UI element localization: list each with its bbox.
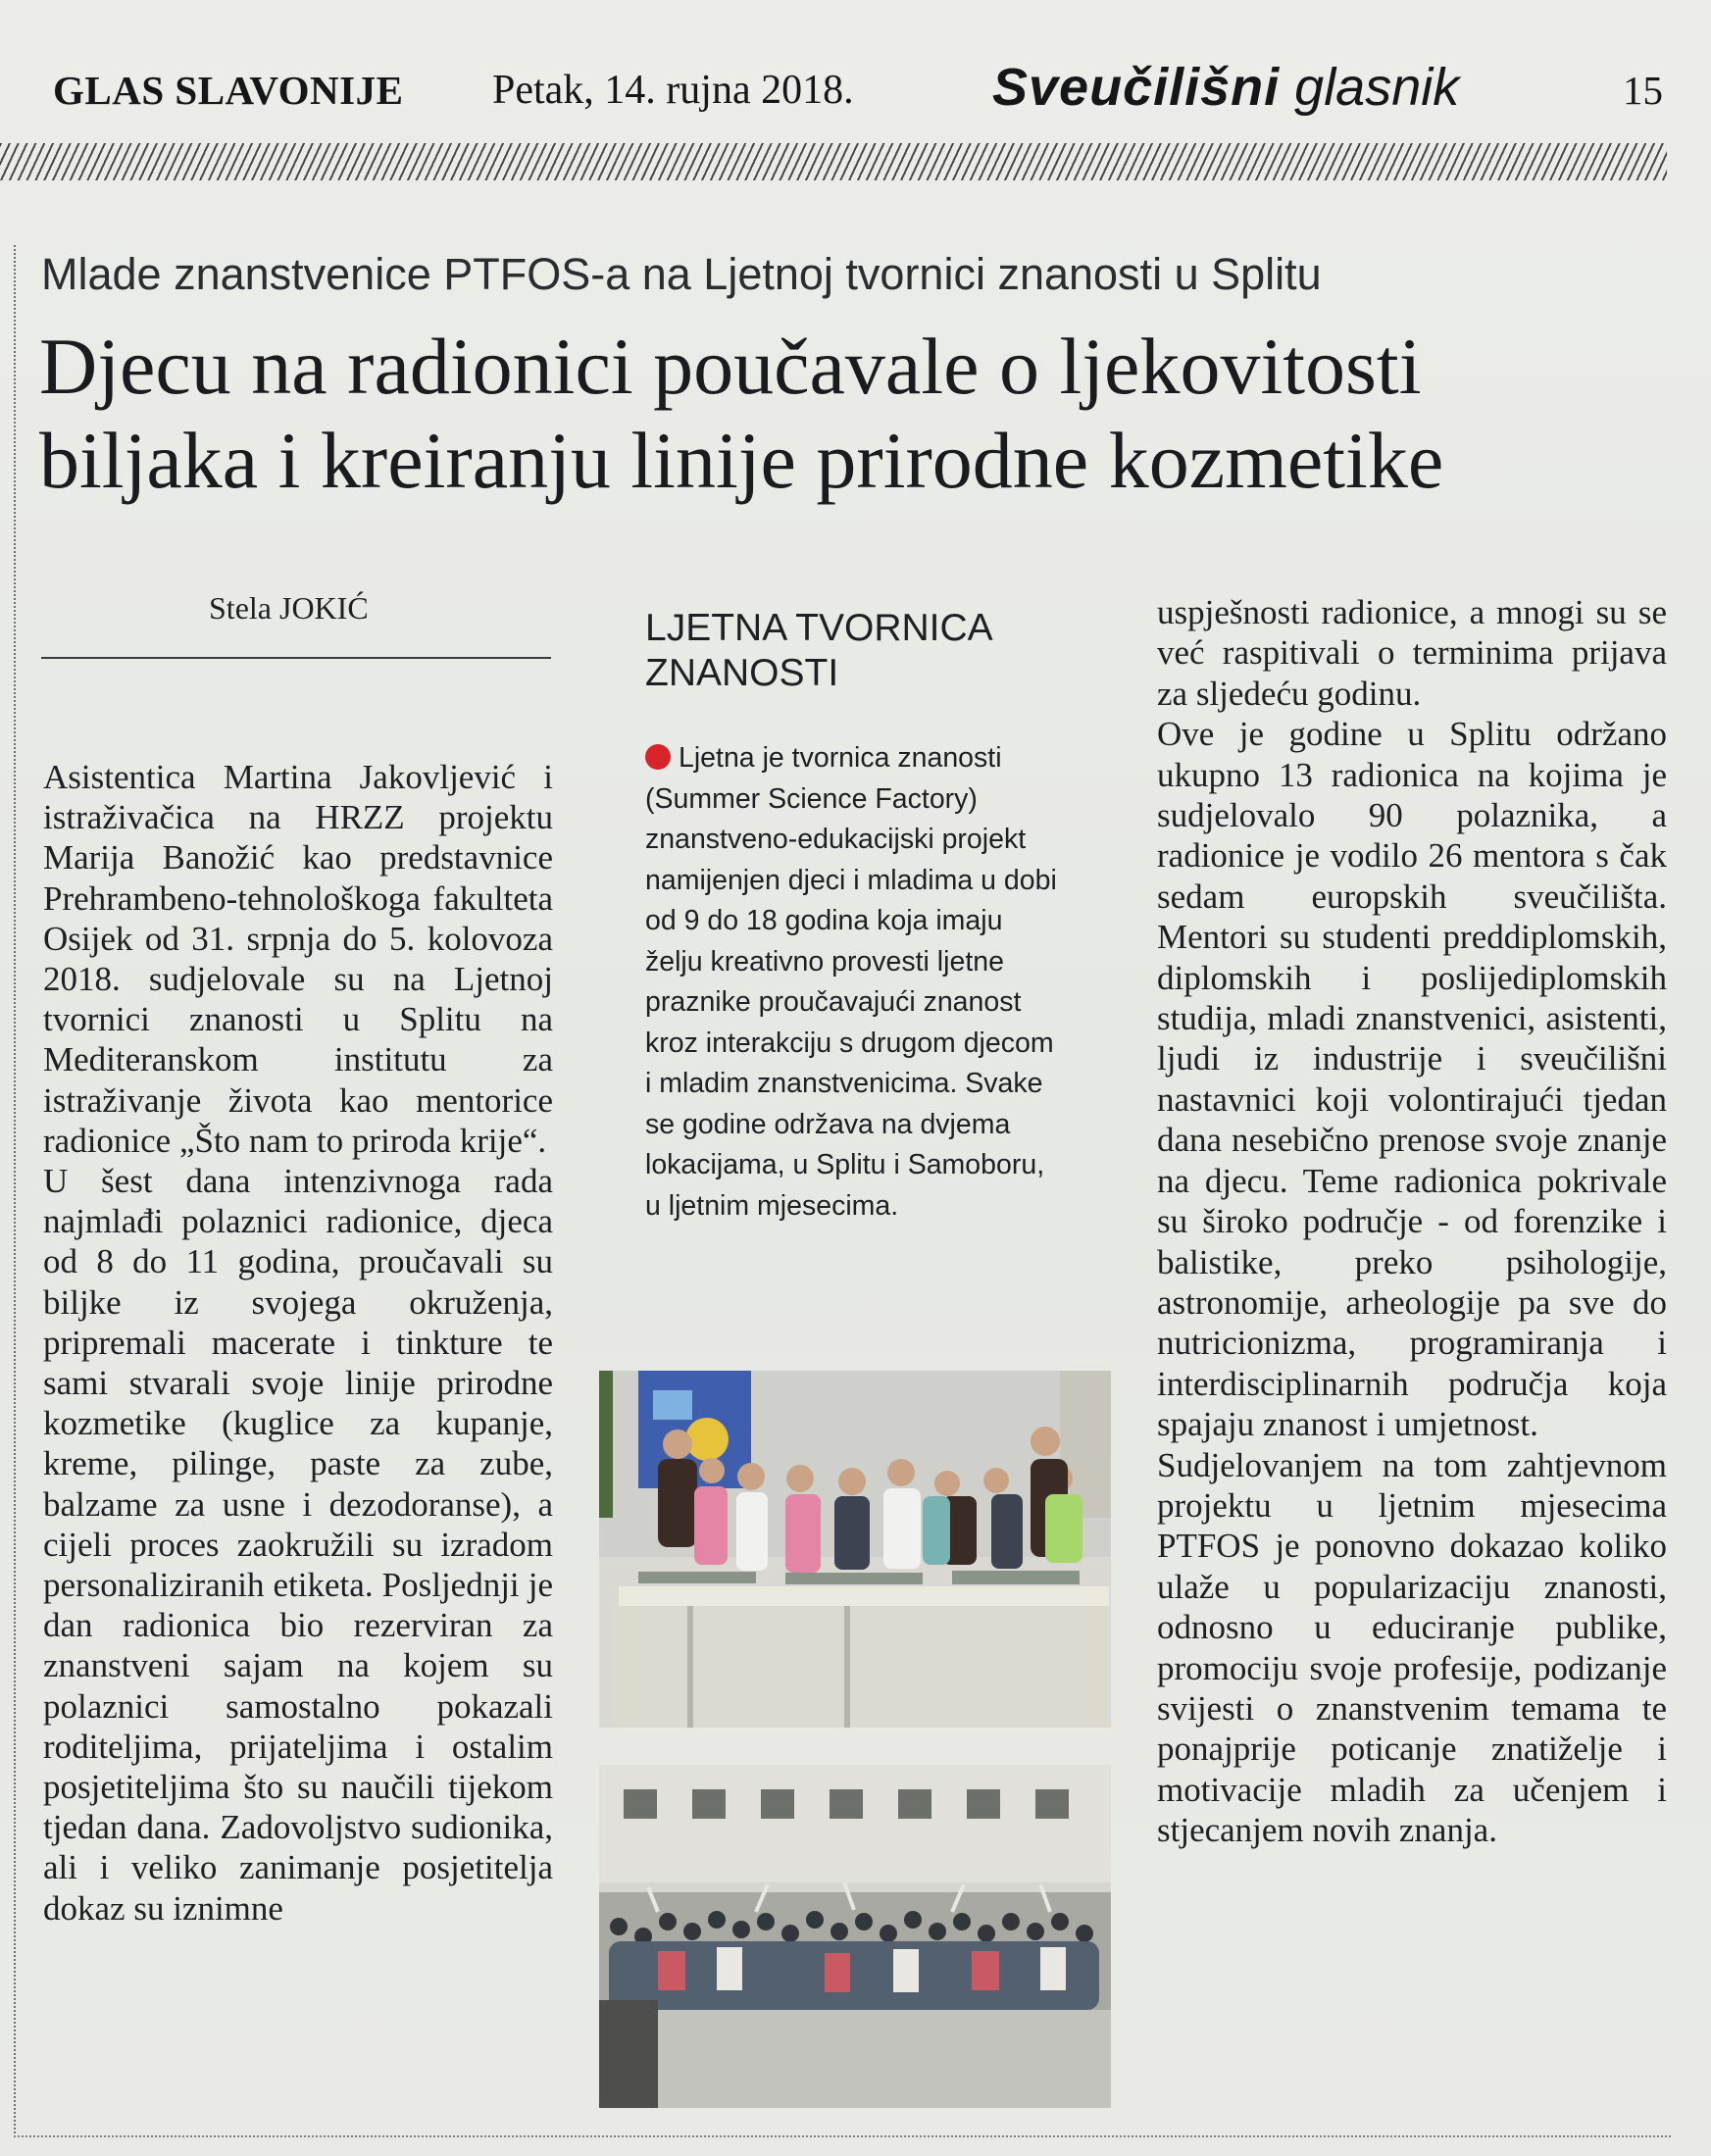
sidebar-text: Ljetna je tvornica znanosti (Summer Science Factory) znanstveno-edukacijski projekt namijenjen djeci i mladima u dobi od 9 do 18 godina koja imaju želju kreativno provesti ljetne praznike proučavajući znanost kroz interakciju s drugom djecom i mladim znanstvenicima. Svake se godine održava na dvjema lokacijama, u Splitu i Samoboru, u ljetnim mjesecima. bbox=[645, 742, 1057, 1222]
header-hatch-divider bbox=[0, 143, 1667, 180]
paragraph: U šest dana intenzivnoga rada najmlađi polaznici radionice, djeca od 8 do 11 godina, proučavali su biljke iz svojega okruženja, pripremali macerate i tinkture te sami stvarali svoje linije prirodne kozmetike (kuglice za kupanje, kreme, pilinge, paste za zube, balzame za usne i dezodoranse), a cijeli proces zaokružili su izradom personaliziranih etiketa. Posljednji je dan radionica bio rezerviran za znanstveni sajam na kojem su polaznici samostalno pokazali roditeljima, prijateljima i ostalim posjetiteljima što su naučili tijekom tjedan dana. Zadovoljstvo sudionika, ali i veliko zanimanje posjetitelja dokaz su iznimne bbox=[43, 1162, 553, 1928]
photo-workshop-group bbox=[599, 1371, 1111, 1728]
sidebar-box bbox=[645, 606, 1057, 1222]
bottom-dotted-rule bbox=[14, 2135, 1671, 2137]
headline-line: Djecu na radionici poučavale o ljekovitosti bbox=[39, 322, 1422, 411]
paper-name: GLAS SLAVONIJE bbox=[53, 68, 404, 113]
right-column bbox=[1157, 592, 1667, 1851]
sidebar-title-line: LJETNA TVORNICA bbox=[645, 607, 993, 649]
left-dotted-rule bbox=[14, 245, 16, 2137]
left-column bbox=[43, 757, 553, 1929]
article-kicker: Mlade znanstvenice PTFOS-a na Ljetnoj tvornici znanosti u Splitu bbox=[41, 249, 1322, 299]
section-name bbox=[992, 57, 1459, 118]
sidebar-title bbox=[645, 606, 1057, 696]
byline-rule bbox=[41, 657, 551, 659]
masthead bbox=[49, 57, 1677, 125]
article-headline bbox=[39, 320, 1686, 508]
red-bullet-icon bbox=[645, 744, 671, 770]
section-name-bold: Sveučilišni bbox=[992, 58, 1281, 117]
page-number: 15 bbox=[1623, 68, 1663, 113]
sidebar-text-block bbox=[645, 738, 1067, 1227]
paragraph: Asistentica Martina Jakovljević i istraživačica na HRZZ projektu Marija Banožić kao predstavnice Prehrambeno-tehnološkoga fakulteta Osijek od 31. srpnja do 5. kolovoza 2018. sudjelovale su na Ljetnoj tvornici znanosti u Splitu na Mediteranskom institutu za istraživanje života kao mentorice radionice „Što nam to priroda krije“. bbox=[43, 758, 553, 1160]
photo-science-fair-crowd bbox=[599, 1765, 1111, 2108]
section-name-light: glasnik bbox=[1294, 58, 1460, 117]
headline-line: biljaka i kreiranju linije prirodne kozmetike bbox=[39, 416, 1444, 505]
paragraph: uspješnosti radionice, a mnogi su se već raspitivali o terminima prijava za sljedeću godinu. bbox=[1157, 593, 1667, 713]
paragraph: Sudjelovanjem na tom zahtjevnom projektu u ljetnim mjesecima PTFOS je ponovno dokazao koliko ulaže u popularizaciju znanosti, odnosno u educiranje publike, promociju svoje profesije, podizanje svijesti o znanstvenim temama te ponajprije poticanje znatiželje i motivacije mladih za učenjem i stjecanjem novih znanja. bbox=[1157, 1445, 1667, 1850]
paragraph: Ove je godine u Splitu održano ukupno 13 radionica na kojima je sudjelovalo 90 polaznika, a radionice je vodilo 26 mentora s čak sedam europskih sveučilišta. Mentori su studenti preddiplomskih, diplomskih i poslijediplomskih studija, mladi znanstvenici, asistenti, ljudi iz industrije i sveučilišni nastavnici koji volontirajući tjedan dana nesebično prenose svoje znanje na djecu. Teme radionica pokrivale su široko područje - od forenzike i balistike, preko psihologije, astronomije, arheologije pa sve do nutricionizma, programiranja i interdisciplinarnih područja koja spajaju znanost i umjetnost. bbox=[1157, 715, 1667, 1444]
issue-date: Petak, 14. rujna 2018. bbox=[492, 68, 854, 113]
sidebar-title-line: ZNANOSTI bbox=[645, 652, 839, 694]
byline: Stela JOKIĆ bbox=[209, 590, 369, 626]
